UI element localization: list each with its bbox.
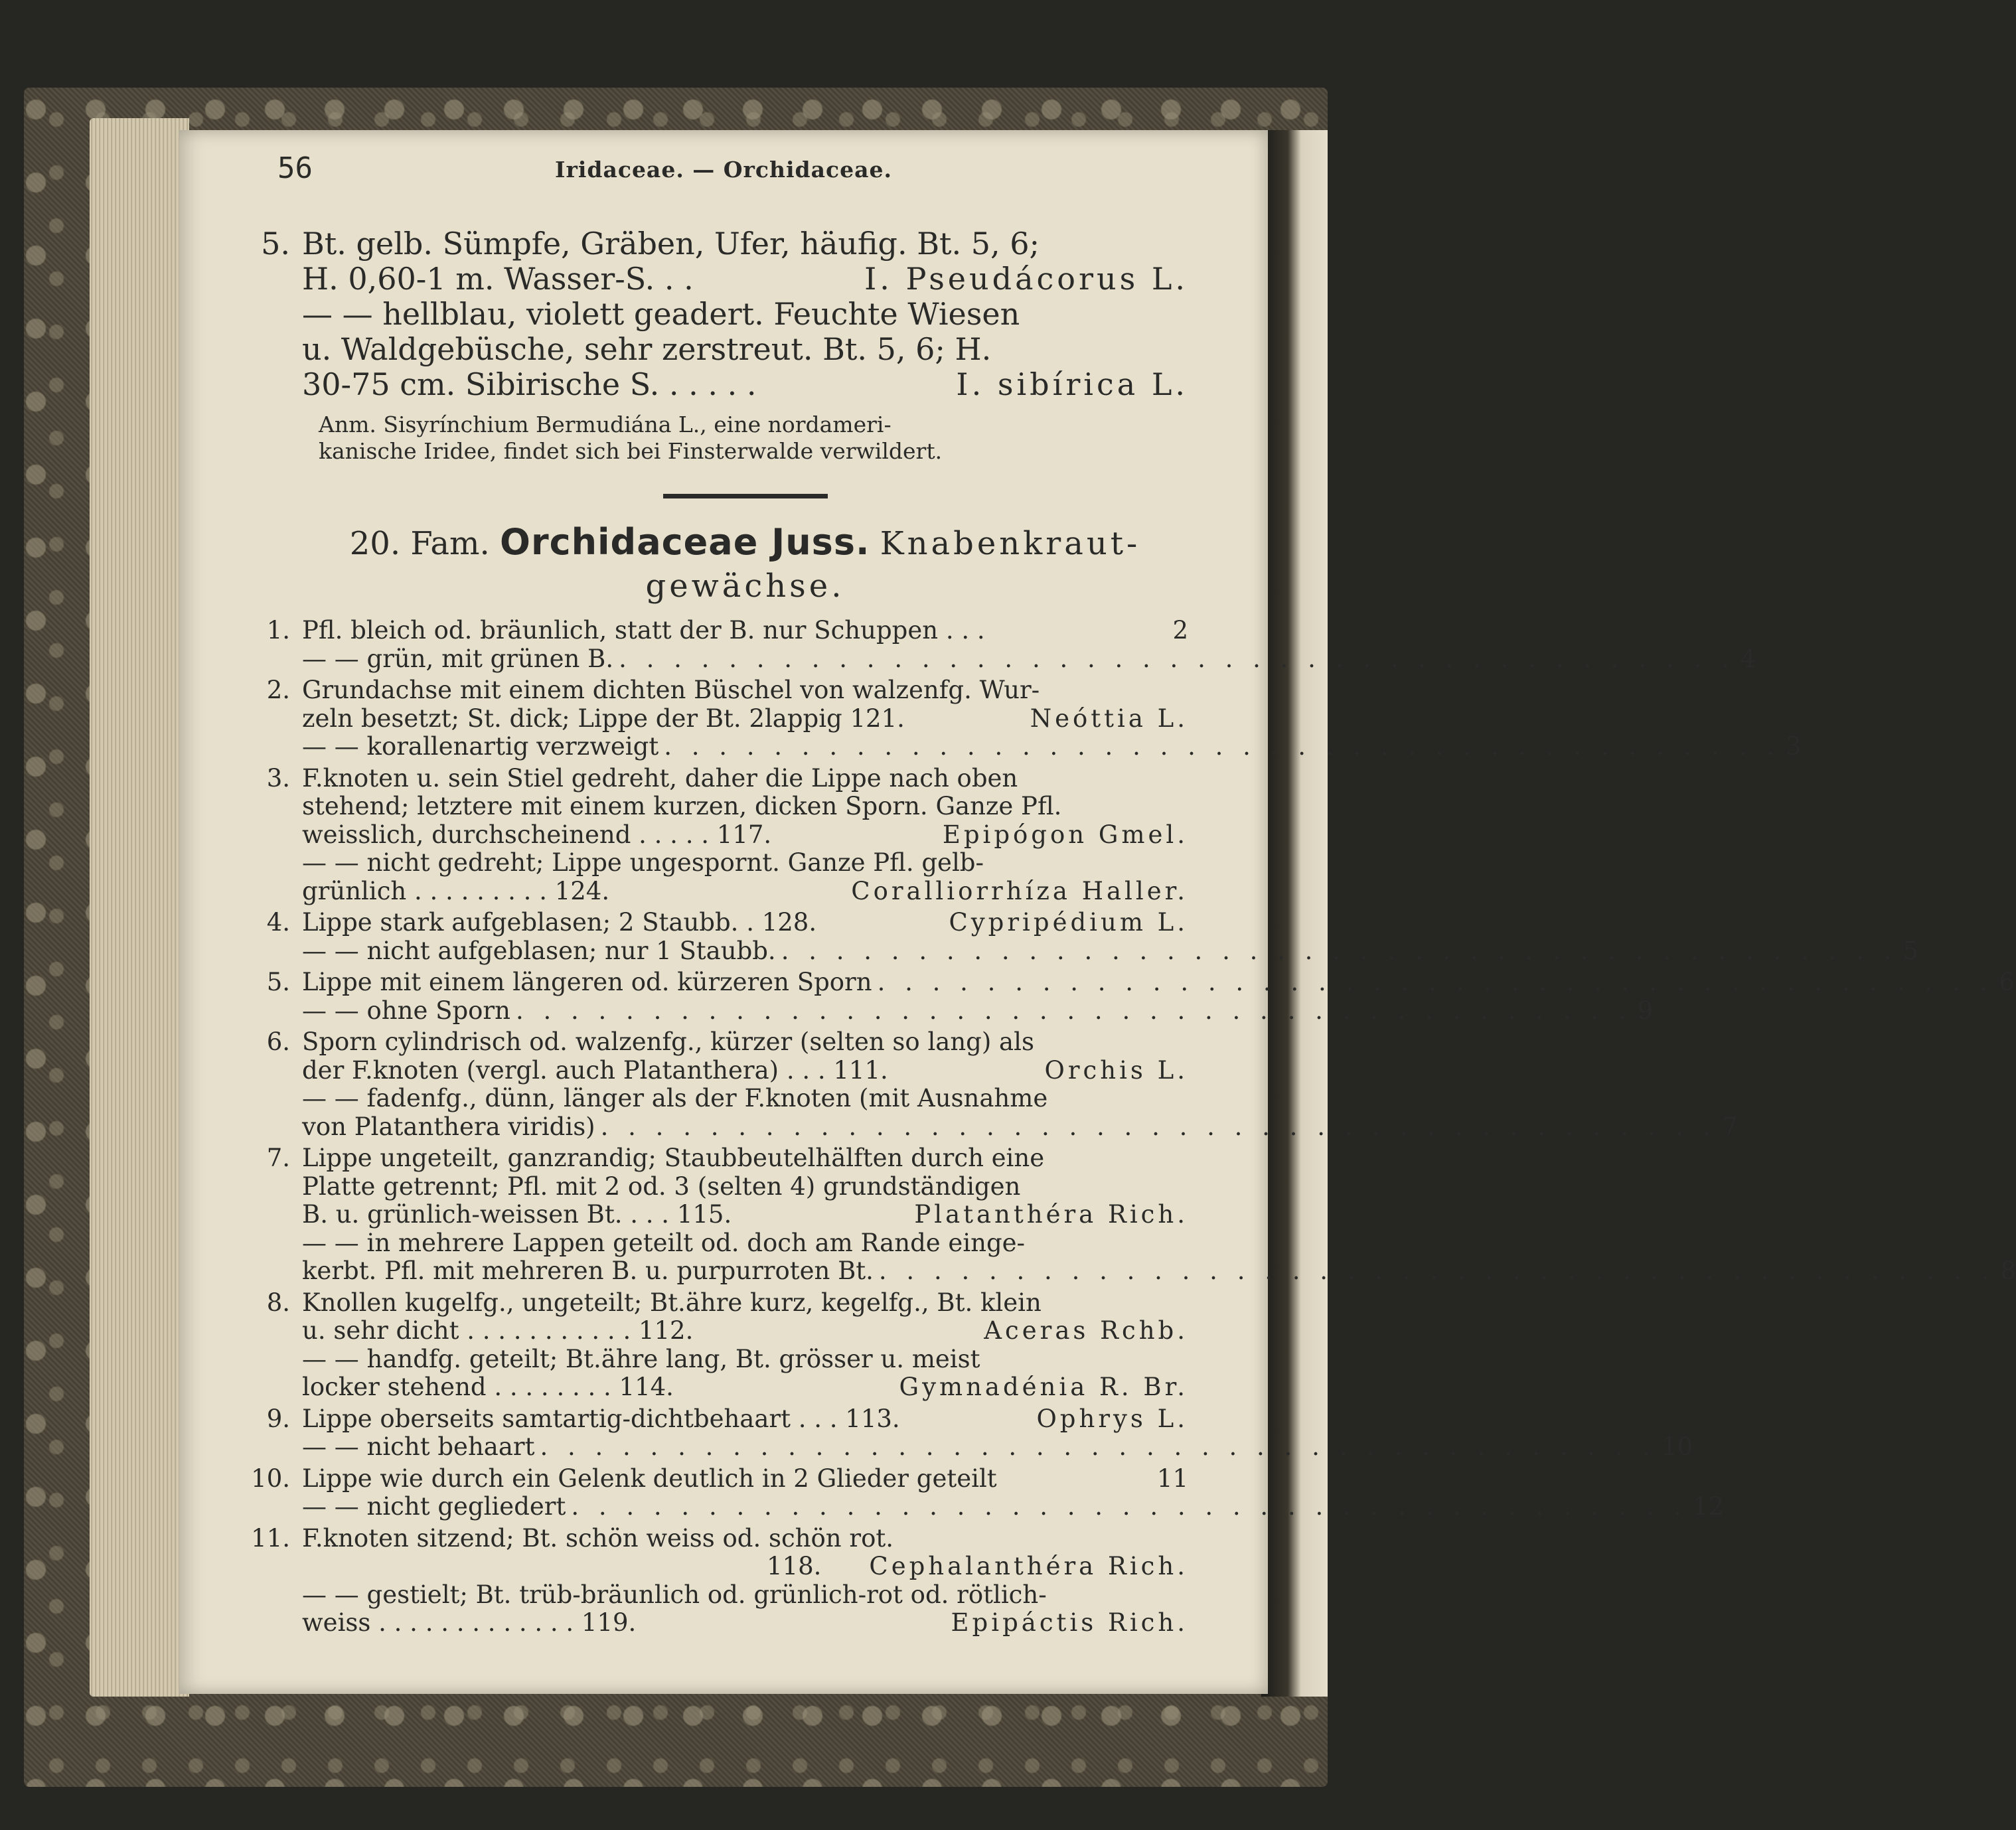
key-text: Lippe ungeteilt, ganzrandig; Staubbeutelhälften durch eine [302,1144,1045,1172]
leader-dots: . . . . . . . . . . . . . . . . . . . . . . . . . . . . . . . . . . . . . . . . . [619,644,1735,673]
taxon-name: Cypripédium L. [949,908,1188,937]
key-text: kerbt. Pfl. mit mehreren B. u. purpurroten Bt. [302,1257,874,1285]
key-line [302,1609,1188,1638]
key-line [302,1317,1188,1345]
key-text: — — korallenartig verzweigt [302,732,659,761]
key-line [302,936,1918,966]
species-name: I. Pseudácorus L. [864,261,1188,297]
leader-dots: . . . . . . . . . . . . . . . . . . . . . . . . . . . . . . . . . . . . . . . . . [781,936,1898,965]
key-text: — — nicht gegliedert [302,1492,566,1521]
key-text: zeln besetzt; St. dick; Lippe der Bt. 2lappig 121. [302,704,905,733]
key-line [302,1173,1188,1201]
taxon-name: Platanthéra Rich. [914,1200,1188,1229]
taxon-name: Cephalanthéra Rich. [869,1552,1188,1580]
note-line: kanische Iridee, findet sich bei Finsterwalde verwildert. [319,438,943,464]
text-line [302,332,1188,367]
text-line [302,262,1188,297]
key-text: Sporn cylindrisch od. walzenfg., kürzer (selten so lang) als [302,1028,1034,1056]
taxon-name: Epipógon Gmel. [942,820,1188,849]
page-header [179,151,1268,191]
section-divider [663,494,828,498]
leader-dots: . . . . . . . . . . . . . . . . . . . . . . . . . . . . . . . . . . . . . . . . . [664,732,1780,761]
key-line [302,1373,1188,1402]
lead-target: 11 [1156,1464,1188,1493]
key-text: F.knoten u. sein Stiel gedreht, daher die Lippe nach oben [302,763,1018,793]
key-text: u. sehr dicht . . . . . . . . . . . 112. [302,1316,694,1345]
key-text: — — nicht aufgeblasen; nur 1 Staubb. [302,936,776,965]
key-text: weiss . . . . . . . . . . . . . 119. [302,1608,637,1637]
key-line [302,1057,1188,1085]
key-text: Knollen kugelfg., ungeteilt; Bt.ähre kurz, kegelfg., Bt. klein [302,1288,1042,1317]
key-text: F.knoten sitzend; Bt. schön weiss od. schön rot. [302,1523,893,1553]
key-line [302,849,1188,877]
key-line [302,1112,1738,1142]
line-text: 30-75 cm. Sibirische S. . . . . . [302,366,757,402]
key-text: weisslich, durchscheinend . . . . . 117. [302,820,772,849]
book-page [179,130,2016,1694]
leader-dots: . . . . . . . . . . . . . . . . . . . . . . . . . . . . . . . . . . . . . . . . . [600,1112,1717,1141]
key-text: Lippe oberseits samtartig-dichtbehaart . . . 113. [302,1404,900,1433]
key-text: Pfl. bleich od. bräunlich, statt der B. nur Schuppen . . . [302,616,985,645]
annotation-note [302,412,1188,465]
family-common-name: Knabenkraut- [880,525,1141,562]
leader-dots: . . . . . . . . . . . . . . . . . . . . . . . . . . . . . . . . . . . . . . . . . [540,1432,1657,1461]
key-line [302,1432,1693,1462]
key-text: 118. [767,1552,822,1580]
key-line [302,793,1188,821]
taxon-name: Aceras Rchb. [984,1316,1188,1345]
family-common-name-cont: gewächse. [645,568,845,605]
leader-dots: . . . . . . . . . . . . . . . . . . . . . . . . . . . . . . . . . . . . . . . . . [878,1257,1995,1285]
key-line [302,1201,1188,1229]
key-text: B. u. grünlich-weissen Bt. . . . 115. [302,1200,732,1229]
taxon-name: Orchis L. [1044,1055,1188,1085]
family-heading [302,521,1188,607]
key-line [266,616,1188,645]
key-line [266,763,1188,793]
key-line [302,1581,1188,1610]
iris-entry [261,226,1188,402]
key-line [302,1085,1188,1113]
lead-target: 10 [1662,1432,1693,1461]
text-line [261,226,1188,262]
lead-target: 8 [2000,1257,2016,1285]
leader-dots: . . . . . . . . . . . . . . . . . . . . . . . . . . . . . . . . . . . . . . . . . [515,996,1632,1025]
key-line [251,1523,1188,1553]
lead-target: 7 [1722,1112,1738,1141]
lead-target: 5 [1902,936,1918,965]
line-text: Bt. gelb. Sümpfe, Gräben, Ufer, häufig. Bt. 5, 6; [302,226,1040,262]
key-text: Lippe mit einem längeren od. kürzeren Sporn [302,968,872,996]
taxon-name: Neóttia L. [1030,704,1188,733]
identification-key [251,616,2016,1638]
key-text: der F.knoten (vergl. auch Platanthera) . . . 111. [302,1055,888,1085]
entry-number: 5. [261,226,290,262]
key-text: — — gestielt; Bt. trüb-bräunlich od. grünlich-rot od. rötlich- [302,1580,1047,1609]
key-line [302,644,1756,674]
couplet-number: 11. [251,1523,290,1553]
key-text: — — nicht gedreht; Lippe ungespornt. Ganze Pfl. gelb- [302,848,984,877]
key-text: — — grün, mit grünen B. [302,644,614,673]
key-couplet [251,1464,1725,1521]
family-name: Orchidaceae Juss. [500,521,870,563]
key-line [266,1144,1188,1173]
key-couplet [266,968,2015,1025]
key-line [302,1492,1725,1521]
key-line [302,1345,1188,1374]
key-line [302,996,1654,1026]
key-text: von Platanthera viridis) [302,1112,595,1141]
key-line [302,1229,1188,1258]
key-line [266,908,1188,937]
family-number: 20. Fam. [349,525,490,562]
key-line [266,1288,1188,1318]
key-text: — — handfg. geteilt; Bt.ähre lang, Bt. grösser u. meist [302,1344,980,1373]
lead-target: 6 [1999,968,2015,996]
text-line [302,297,1188,332]
lead-target: 4 [1740,644,1756,673]
text-line [302,367,1188,402]
couplet-number: 10. [251,1464,290,1493]
note-line: Anm. Sisyrínchium Bermudiána L., eine nordameri- [319,412,892,437]
page-edges [90,118,189,1697]
couplet-number: 9. [266,1404,290,1433]
key-text: stehend; letztere mit einem kurzen, dicken Sporn. Ganze Pfl. [302,792,1062,820]
key-line [302,877,1188,906]
taxon-name: Gymnadénia R. Br. [899,1373,1188,1401]
key-text: Platte getrennt; Pfl. mit 2 od. 3 (selten 4) grundständigen [302,1172,1021,1201]
couplet-number: 7. [266,1144,290,1172]
couplet-number: 5. [266,968,290,996]
running-title: Iridaceae. — Orchidaceae. [555,157,892,183]
key-couplet [266,1028,1738,1141]
leader-dots: . . . . . . . . . . . . . . . . . . . . . . . . . . . . . . . . . . . . . . . . . [877,968,1994,996]
couplet-number: 4. [266,908,290,937]
couplet-number: 1. [266,616,290,645]
key-line [302,705,1188,733]
taxon-name: Ophrys L. [1036,1404,1188,1433]
key-text: locker stehend . . . . . . . . 114. [302,1373,674,1401]
key-text: — — in mehrere Lappen geteilt od. doch am Rande einge- [302,1228,1026,1257]
couplet-number: 6. [266,1028,290,1056]
key-text: — — nicht behaart [302,1432,535,1461]
key-text: Grundachse mit einem dichten Büschel von walzenfg. Wur- [302,676,1040,704]
key-line [266,1404,1188,1434]
key-couplet [251,1523,1188,1638]
key-text: Lippe wie durch ein Gelenk deutlich in 2 Glieder geteilt [302,1464,997,1493]
lead-target: 2 [1172,616,1188,645]
lead-target: 9 [1637,996,1654,1025]
key-line [302,1257,2016,1286]
couplet-number: 2. [266,676,290,704]
key-text: — — fadenfg., dünn, länger als der F.knoten (mit Ausnahme [302,1084,1048,1112]
key-text: grünlich . . . . . . . . . 124. [302,876,610,905]
key-line [266,1028,1188,1057]
taxon-name: Coralliorrhíza Haller. [851,876,1188,905]
key-couplet [266,908,1918,965]
key-couplet [266,676,1802,761]
key-couplet [266,616,1756,673]
key-couplet [266,1404,1693,1462]
leader-dots: . . . . . . . . . . . . . . . . . . . . . . . . . . . . . . . . . . . . . . . . . [571,1492,1688,1521]
key-line [302,821,1188,850]
page-number: 56 [277,151,313,185]
key-line [266,968,2015,997]
key-line [266,676,1188,705]
facing-page-edge [1261,130,1328,1697]
key-line [302,732,1802,761]
key-couplet [266,1144,2016,1286]
couplet-number: 8. [266,1288,290,1317]
key-couplet [266,1288,1188,1402]
key-text: Lippe stark aufgeblasen; 2 Staubb. . 128. [302,908,817,937]
line-text: u. Waldgebüsche, sehr zerstreut. Bt. 5, 6; H. [302,331,992,367]
taxon-name: Epipáctis Rich. [951,1608,1188,1637]
lead-target: 3 [1785,732,1802,761]
couplet-number: 3. [266,763,290,793]
page-content [251,226,2016,1638]
key-line [251,1464,1188,1493]
key-text: — — ohne Sporn [302,996,510,1025]
line-text: — — hellblau, violett geadert. Feuchte Wiesen [302,296,1020,332]
key-line [302,1553,1188,1581]
lead-target: 12 [1693,1492,1725,1521]
key-couplet [266,763,1188,906]
species-name: I. sibírica L. [956,366,1188,402]
line-text: H. 0,60-1 m. Wasser-S. . . [302,261,694,297]
